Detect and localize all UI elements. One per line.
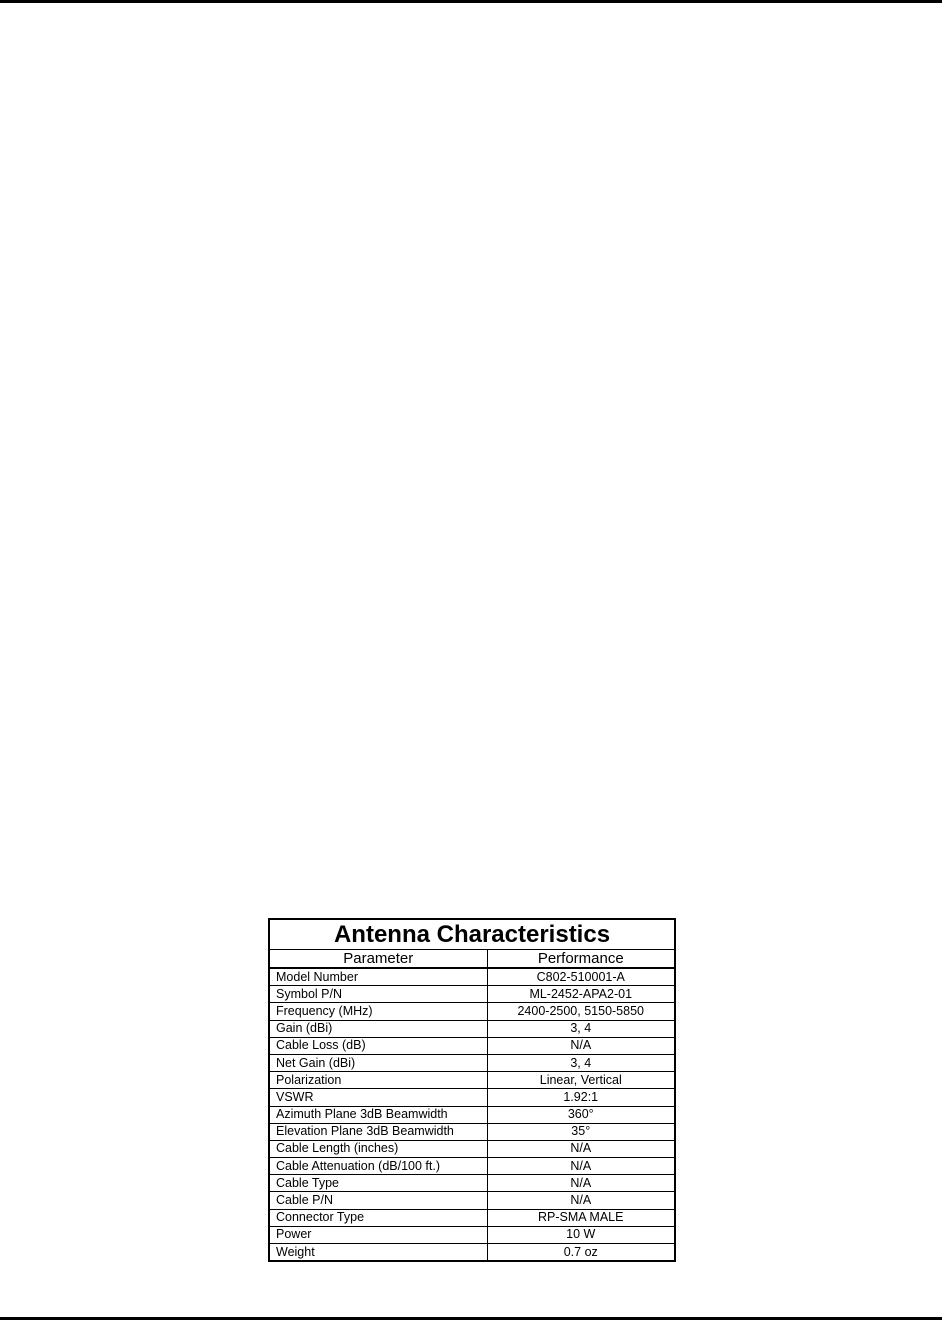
performance-cell: ML-2452-APA2-01 (487, 986, 675, 1003)
table-row (269, 1003, 675, 1020)
parameter-cell: Net Gain (dBi) (269, 1054, 487, 1071)
performance-cell: 2400-2500, 5150-5850 (487, 1003, 675, 1020)
performance-cell: RP-SMA MALE (487, 1209, 675, 1226)
performance-cell: C802-510001-A (487, 968, 675, 986)
table-header-row (269, 950, 675, 969)
parameter-cell: Elevation Plane 3dB Beamwidth (269, 1123, 487, 1140)
performance-cell: 0.7 oz (487, 1244, 675, 1262)
parameter-cell: Cable Type (269, 1175, 487, 1192)
antenna-characteristics-table (268, 918, 676, 1262)
bottom-rule (0, 1317, 942, 1320)
performance-cell: N/A (487, 1037, 675, 1054)
table-row (269, 1140, 675, 1157)
performance-cell: N/A (487, 1140, 675, 1157)
table-row (269, 1192, 675, 1209)
column-header-parameter: Parameter (269, 950, 487, 969)
table-row (269, 1226, 675, 1243)
parameter-cell: Cable Loss (dB) (269, 1037, 487, 1054)
parameter-cell: Gain (dBi) (269, 1020, 487, 1037)
parameter-cell: Cable Length (inches) (269, 1140, 487, 1157)
table-row (269, 1054, 675, 1071)
performance-cell: N/A (487, 1192, 675, 1209)
top-rule (0, 0, 942, 3)
performance-cell: Linear, Vertical (487, 1072, 675, 1089)
table-row (269, 1020, 675, 1037)
parameter-cell: VSWR (269, 1089, 487, 1106)
parameter-cell: Model Number (269, 968, 487, 986)
parameter-cell: Connector Type (269, 1209, 487, 1226)
column-header-performance: Performance (487, 950, 675, 969)
table-row (269, 1158, 675, 1175)
performance-cell: 10 W (487, 1226, 675, 1243)
performance-cell: 1.92:1 (487, 1089, 675, 1106)
parameter-cell: Polarization (269, 1072, 487, 1089)
parameter-cell: Cable Attenuation (dB/100 ft.) (269, 1158, 487, 1175)
parameter-cell: Power (269, 1226, 487, 1243)
table-row (269, 968, 675, 986)
parameter-cell: Azimuth Plane 3dB Beamwidth (269, 1106, 487, 1123)
performance-cell: 3, 4 (487, 1054, 675, 1071)
table-row (269, 1209, 675, 1226)
parameter-cell: Frequency (MHz) (269, 1003, 487, 1020)
table-body (269, 968, 675, 1261)
performance-cell: N/A (487, 1158, 675, 1175)
table-row (269, 1123, 675, 1140)
table-row (269, 1106, 675, 1123)
performance-cell: 3, 4 (487, 1020, 675, 1037)
table-row (269, 1175, 675, 1192)
performance-cell: 35° (487, 1123, 675, 1140)
table-row (269, 1089, 675, 1106)
performance-cell: 360° (487, 1106, 675, 1123)
parameter-cell: Cable P/N (269, 1192, 487, 1209)
parameter-cell: Symbol P/N (269, 986, 487, 1003)
parameter-cell: Weight (269, 1244, 487, 1262)
table-row (269, 1072, 675, 1089)
table-row (269, 1037, 675, 1054)
table-title: Antenna Characteristics (269, 919, 675, 950)
table-row (269, 986, 675, 1003)
table-row (269, 1244, 675, 1262)
performance-cell: N/A (487, 1175, 675, 1192)
table-title-row (269, 919, 675, 950)
